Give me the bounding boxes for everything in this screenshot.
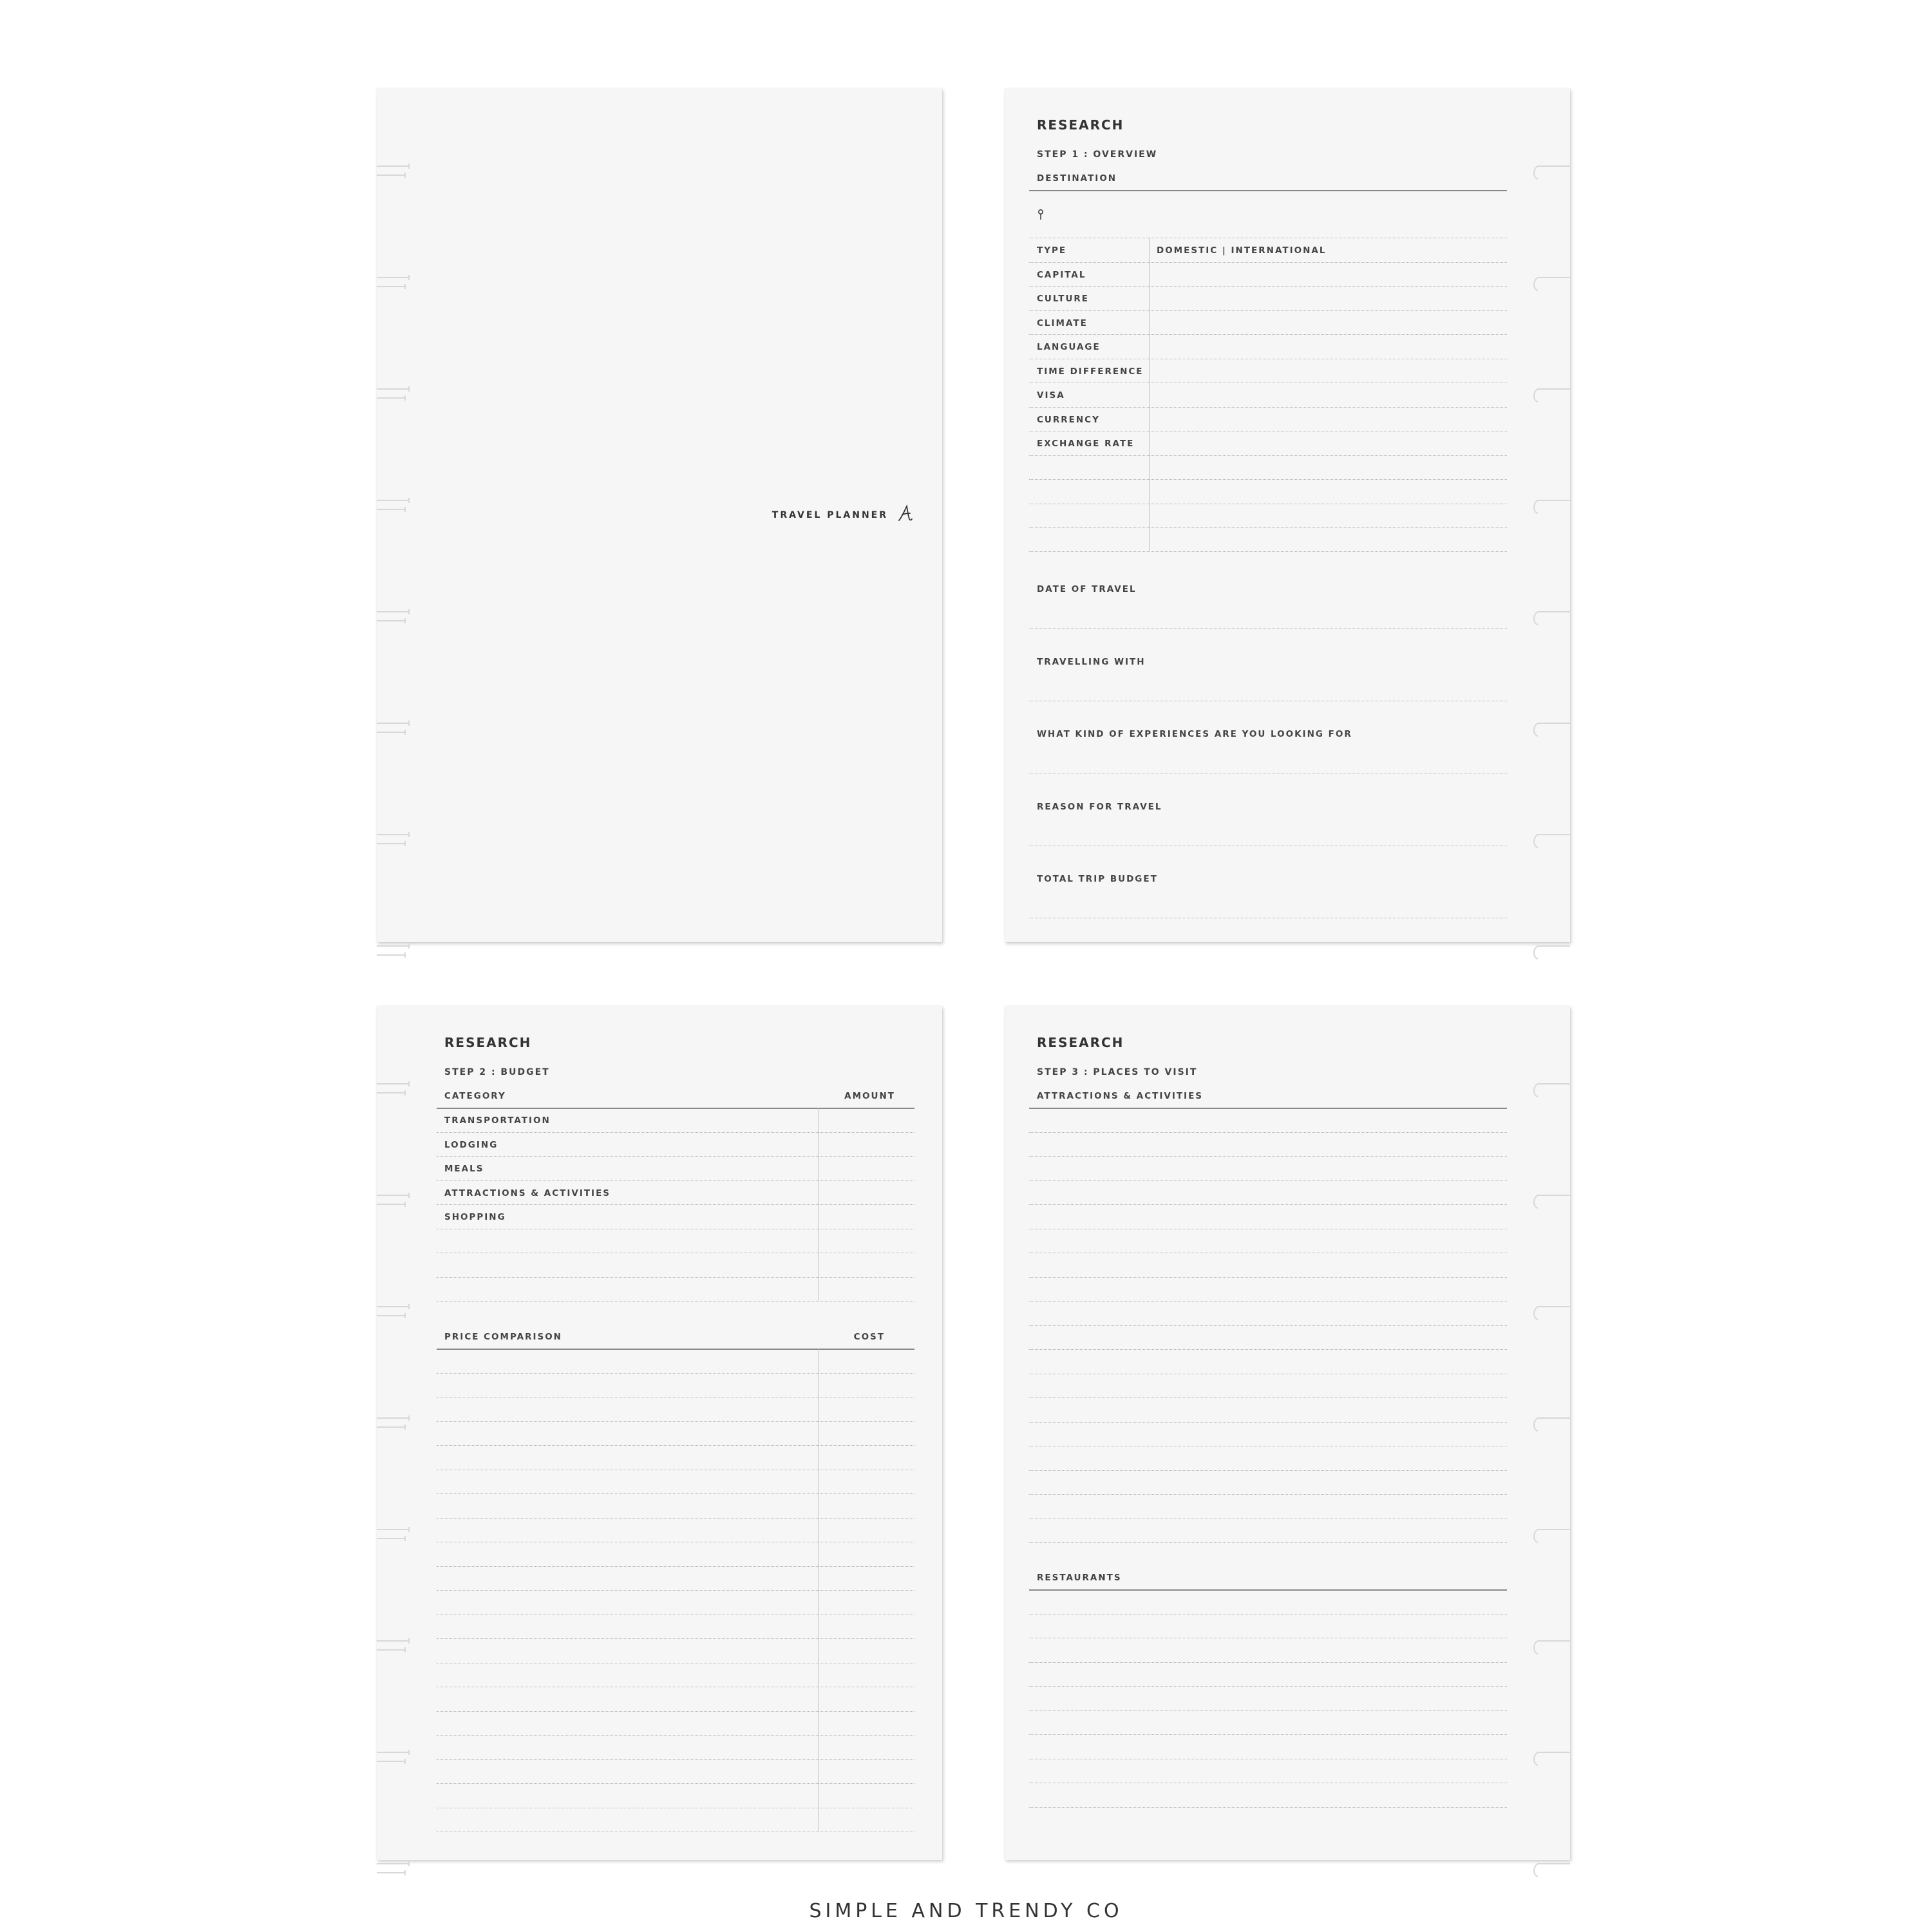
row-divider <box>1029 262 1507 263</box>
overview-row-label: TIME DIFFERENCE <box>1037 366 1144 377</box>
overview-row-label: CULTURE <box>1037 294 1090 304</box>
comparison-row-line[interactable] <box>437 1783 914 1784</box>
comparison-row-line[interactable] <box>437 1735 914 1736</box>
overview-row-label: CURRENCY <box>1037 414 1100 425</box>
budget-category: SHOPPING <box>444 1212 506 1222</box>
budget-category: MEALS <box>444 1164 484 1174</box>
restaurants-label: RESTAURANTS <box>1037 1573 1122 1583</box>
binding-hole <box>377 274 388 288</box>
attraction-line[interactable] <box>1029 1156 1507 1157</box>
binding-notch <box>1526 1860 1538 1874</box>
row-divider <box>1029 527 1507 528</box>
attractions-label: ATTRACTIONS & ACTIVITIES <box>1037 1091 1204 1101</box>
comparison-row-line[interactable] <box>437 1421 914 1422</box>
binding-hole <box>377 162 388 176</box>
attraction-line[interactable] <box>1029 1180 1507 1181</box>
restaurant-line[interactable] <box>1029 1614 1507 1615</box>
binding-notch <box>1526 1414 1538 1428</box>
places-page <box>1005 1006 1570 1860</box>
restaurant-line[interactable] <box>1029 1734 1507 1735</box>
attraction-line[interactable] <box>1029 1349 1507 1350</box>
attraction-line[interactable] <box>1029 1494 1507 1495</box>
section-label: REASON FOR TRAVEL <box>1037 801 1162 812</box>
comparison-row-line[interactable] <box>437 1759 914 1760</box>
restaurant-line[interactable] <box>1029 1686 1507 1687</box>
page-heading: RESEARCH <box>444 1035 532 1050</box>
restaurant-line[interactable] <box>1029 1807 1507 1808</box>
step-label: STEP 1 : OVERVIEW <box>1037 149 1158 160</box>
comparison-row-line[interactable] <box>437 1566 914 1567</box>
binding-notch <box>1526 1191 1538 1206</box>
attraction-line[interactable] <box>1029 1204 1507 1205</box>
section-label: DATE OF TRAVEL <box>1037 584 1137 594</box>
binding-hole <box>377 942 388 956</box>
comparison-row-line[interactable] <box>437 1711 914 1712</box>
budget-page <box>377 1006 942 1860</box>
budget-category: TRANSPORTATION <box>444 1115 551 1126</box>
comparison-row-line[interactable] <box>437 1445 914 1446</box>
attraction-line[interactable] <box>1029 1422 1507 1423</box>
location-pin-icon <box>1037 209 1044 223</box>
row-divider <box>437 1180 914 1181</box>
attraction-line[interactable] <box>1029 1301 1507 1302</box>
row-divider <box>437 1301 914 1302</box>
overview-table <box>1029 238 1507 551</box>
price-comparison-table <box>437 1349 914 1832</box>
binding-notch <box>1526 385 1538 399</box>
budget-category: ATTRACTIONS & ACTIVITIES <box>444 1188 611 1198</box>
binding-hole <box>377 1637 388 1651</box>
brand-footer: SIMPLE AND TRENDY CO <box>809 1900 1123 1922</box>
attraction-line[interactable] <box>1029 1132 1507 1133</box>
binding-notch <box>1526 274 1538 288</box>
binding-notch <box>1526 1303 1538 1317</box>
binding-notch <box>1526 1748 1538 1763</box>
binding-hole <box>377 385 388 399</box>
overview-page <box>1005 88 1570 942</box>
section-label: TOTAL TRIP BUDGET <box>1037 874 1158 884</box>
binding-hole <box>377 1080 388 1094</box>
step-label: STEP 2 : BUDGET <box>444 1067 550 1077</box>
binding-notch <box>1526 497 1538 511</box>
row-divider <box>1029 407 1507 408</box>
overview-row-label: CAPITAL <box>1037 269 1086 280</box>
budget-table <box>437 1108 914 1301</box>
amount-header: AMOUNT <box>844 1091 895 1101</box>
binding-hole <box>377 719 388 734</box>
binding-hole <box>377 831 388 845</box>
attraction-line[interactable] <box>1029 1277 1507 1278</box>
row-divider <box>437 1156 914 1157</box>
section-answer-line[interactable] <box>1029 628 1507 629</box>
price-comparison-label: PRICE COMPARISON <box>444 1332 562 1342</box>
attractions-lines <box>1029 1108 1507 1565</box>
section-label: TRAVELLING WITH <box>1037 656 1146 667</box>
attraction-line[interactable] <box>1029 1397 1507 1398</box>
cost-header: COST <box>853 1332 885 1342</box>
binding-notch <box>1526 1637 1538 1651</box>
restaurant-line[interactable] <box>1029 1662 1507 1663</box>
step-label: STEP 3 : PLACES TO VISIT <box>1037 1067 1198 1077</box>
binding-notch <box>1526 1526 1538 1540</box>
row-divider <box>1029 479 1507 480</box>
comparison-row-line[interactable] <box>437 1493 914 1494</box>
attraction-line[interactable] <box>1029 1542 1507 1543</box>
binding-hole <box>377 1860 388 1874</box>
restaurant-line[interactable] <box>1029 1710 1507 1711</box>
page-heading: RESEARCH <box>1037 1035 1124 1050</box>
binding-hole <box>377 1748 388 1763</box>
comparison-row-line[interactable] <box>437 1590 914 1591</box>
row-divider <box>1029 310 1507 311</box>
attraction-line[interactable] <box>1029 1325 1507 1326</box>
section-label: WHAT KIND OF EXPERIENCES ARE YOU LOOKING FOR <box>1037 729 1352 739</box>
binding-notch <box>1526 608 1538 622</box>
comparison-row-line[interactable] <box>437 1518 914 1519</box>
overview-row-label: VISA <box>1037 390 1065 401</box>
row-divider <box>437 1277 914 1278</box>
overview-row-label: EXCHANGE RATE <box>1037 439 1135 449</box>
destination-label: DESTINATION <box>1037 173 1117 184</box>
restaurants-lines <box>1029 1589 1507 1828</box>
category-header: CATEGORY <box>444 1091 506 1101</box>
binding-notch <box>1526 942 1538 956</box>
cover-title: TRAVEL PLANNER <box>772 510 888 520</box>
budget-category: LODGING <box>444 1139 498 1150</box>
binding-notch <box>1526 1080 1538 1094</box>
row-divider <box>437 1132 914 1133</box>
row-divider <box>1029 334 1507 335</box>
row-divider <box>1029 286 1507 287</box>
binding-hole <box>377 608 388 622</box>
binding-hole <box>377 1414 388 1428</box>
attraction-line[interactable] <box>1029 1470 1507 1471</box>
comparison-row-line[interactable] <box>437 1373 914 1374</box>
binding-hole <box>377 497 388 511</box>
binding-notch <box>1526 162 1538 176</box>
overview-row-label: LANGUAGE <box>1037 342 1101 352</box>
binding-hole <box>377 1191 388 1206</box>
script-a-logo-icon <box>897 504 913 526</box>
overview-row-label: TYPE <box>1037 245 1067 256</box>
binding-notch <box>1526 831 1538 845</box>
row-divider <box>437 1204 914 1205</box>
cover-page <box>377 88 942 942</box>
binding-hole <box>377 1526 388 1540</box>
row-divider <box>1029 455 1507 456</box>
row-divider <box>1029 551 1507 552</box>
binding-hole <box>377 1303 388 1317</box>
binding-notch <box>1526 719 1538 734</box>
page-heading: RESEARCH <box>1037 117 1124 133</box>
overview-row-value: DOMESTIC | INTERNATIONAL <box>1157 245 1327 256</box>
overview-row-label: CLIMATE <box>1037 317 1088 328</box>
comparison-row-line[interactable] <box>437 1638 914 1639</box>
